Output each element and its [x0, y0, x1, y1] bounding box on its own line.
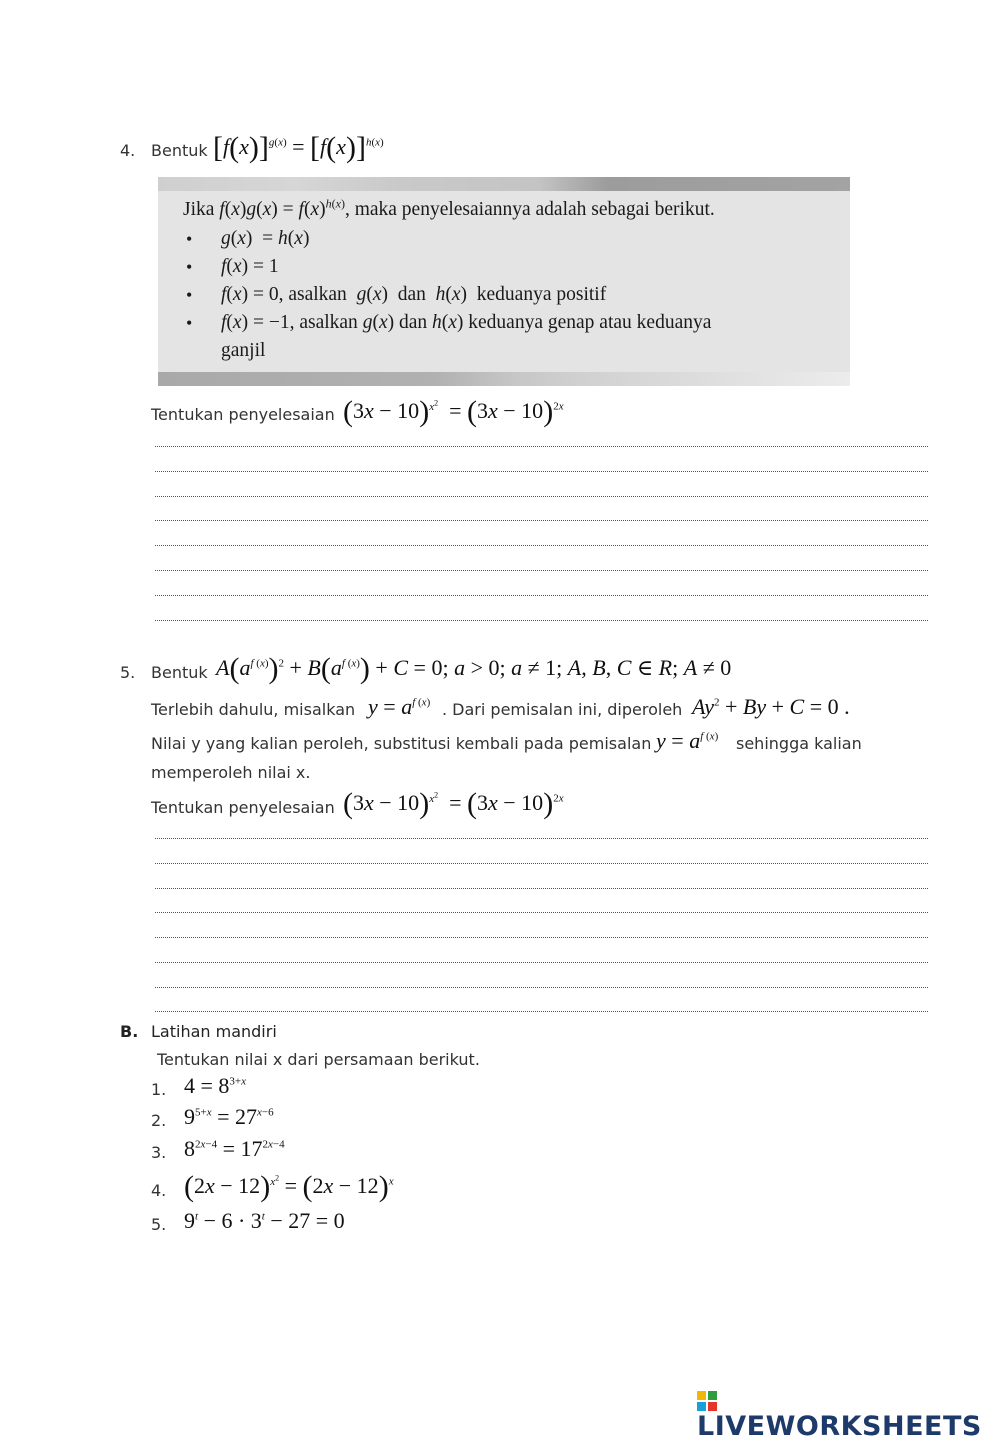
q5-formula: $A(a^{f (x)})^2 + B(a^{f (x)}) + C = 0$; a > 0; a ≠ 1; A, B, C ∈ R; A ≠ 0	[216, 652, 732, 685]
bullet-2: •	[186, 257, 193, 277]
q5-quadratic: $Ay^2 + By + C = 0$ .	[692, 694, 850, 719]
q4-number: 4.	[120, 141, 136, 160]
exercise-1-equation: $4 = 8^{3+x}$	[184, 1073, 247, 1098]
q4-answer-line-4[interactable]	[155, 520, 928, 521]
q4-answer-line-5[interactable]	[155, 545, 928, 546]
q5-line2-text-b: sehingga kalian	[736, 734, 862, 753]
q4-equation: $(3x - 10)^{x^2} = (3x - 10)^{2x}$	[343, 395, 564, 428]
q4-task: Tentukan penyelesaian	[151, 405, 335, 424]
q4-answer-line-3[interactable]	[155, 496, 928, 497]
q5-equation: $(3x - 10)^{x^2} = (3x - 10)^{2x}$	[343, 787, 564, 820]
info-box-item-1: g(x) = h(x)	[221, 228, 310, 249]
q5-line1-text-b: . Dari pemisalan ini, diperoleh	[442, 700, 683, 719]
info-box-bottom-bar	[158, 372, 850, 386]
q4-answer-line-2[interactable]	[155, 471, 928, 472]
exercise-3-number: 3.	[151, 1143, 167, 1162]
bullet-4: •	[186, 313, 193, 333]
q5-line2-text: Nilai y yang kalian peroleh, substitusi kembali pada pemisalan	[151, 734, 652, 753]
info-box-item-4: f(x) = −1, asalkan g(x) dan h(x) keduanya genap atau keduanya	[221, 312, 712, 333]
q5-answer-line-1[interactable]	[155, 838, 928, 839]
q4-answer-line-1[interactable]	[155, 446, 928, 447]
q5-answer-line-4[interactable]	[155, 912, 928, 913]
q5-task: Tentukan penyelesaian	[151, 798, 335, 817]
q5-answer-line-3[interactable]	[155, 888, 928, 889]
q5-number: 5.	[120, 663, 136, 682]
exercise-1-number: 1.	[151, 1080, 167, 1099]
q4-answer-line-6[interactable]	[155, 570, 928, 571]
q5-intro: Bentuk	[151, 663, 208, 682]
info-box-top-bar	[158, 177, 850, 191]
exercise-5-equation: $9^t - 6 \cdot 3^t - 27 = 0$	[184, 1208, 345, 1233]
q5-substitution-1: $y = a^{f (x)}$	[368, 694, 431, 719]
info-box-item-2: f(x) = 1	[221, 256, 279, 277]
q5-answer-line-2[interactable]	[155, 863, 928, 864]
exercise-5-number: 5.	[151, 1215, 167, 1234]
q5-answer-line-8[interactable]	[155, 1011, 928, 1012]
info-box-item-4-cont: ganjil	[221, 340, 266, 361]
q4-formula: $[f(x)]^{g(x)} = [f(x)]^{h(x)}$	[213, 131, 384, 164]
bullet-3: •	[186, 285, 193, 305]
section-b-instruction: Tentukan nilai x dari persamaan berikut.	[157, 1050, 480, 1069]
exercise-2-number: 2.	[151, 1111, 167, 1130]
q5-line1-text: Terlebih dahulu, misalkan	[151, 700, 356, 719]
q5-substitution-2: $y = a^{f (x)}$	[656, 728, 719, 753]
exercise-3-equation: $8^{2x-4} = 17^{2x-4}$	[184, 1136, 285, 1161]
liveworksheets-logo	[697, 1374, 1000, 1442]
section-b-title: Latihan mandiri	[151, 1022, 277, 1041]
q5-answer-line-5[interactable]	[155, 937, 928, 938]
info-box-item-3: f(x) = 0, asalkan g(x) dan h(x) keduanya positif	[221, 284, 607, 305]
liveworksheets-logo-icon	[697, 1391, 717, 1411]
info-box-rule-line: Jika $f(x)g(x) = f(x)^{h(x)}$, maka penyelesaiannya adalah sebagai berikut.	[183, 196, 715, 220]
q5-line3-text: memperoleh nilai x.	[151, 763, 311, 782]
liveworksheets-logo-text: LIVEWORKSHEETS	[697, 1411, 982, 1442]
exercise-2-equation: $9^{5+x} = 27^{x-6}$	[184, 1104, 274, 1129]
q4-answer-line-8[interactable]	[155, 620, 928, 621]
q5-answer-line-7[interactable]	[155, 987, 928, 988]
section-b-label: B.	[120, 1022, 139, 1041]
exercise-4-number: 4.	[151, 1181, 167, 1200]
exercise-4-equation: $(2x - 12)^{x^2} = (2x - 12)^x$	[184, 1170, 394, 1203]
bullet-1: •	[186, 229, 193, 249]
q4-answer-line-7[interactable]	[155, 595, 928, 596]
q5-answer-line-6[interactable]	[155, 962, 928, 963]
q4-intro: Bentuk	[151, 141, 208, 160]
